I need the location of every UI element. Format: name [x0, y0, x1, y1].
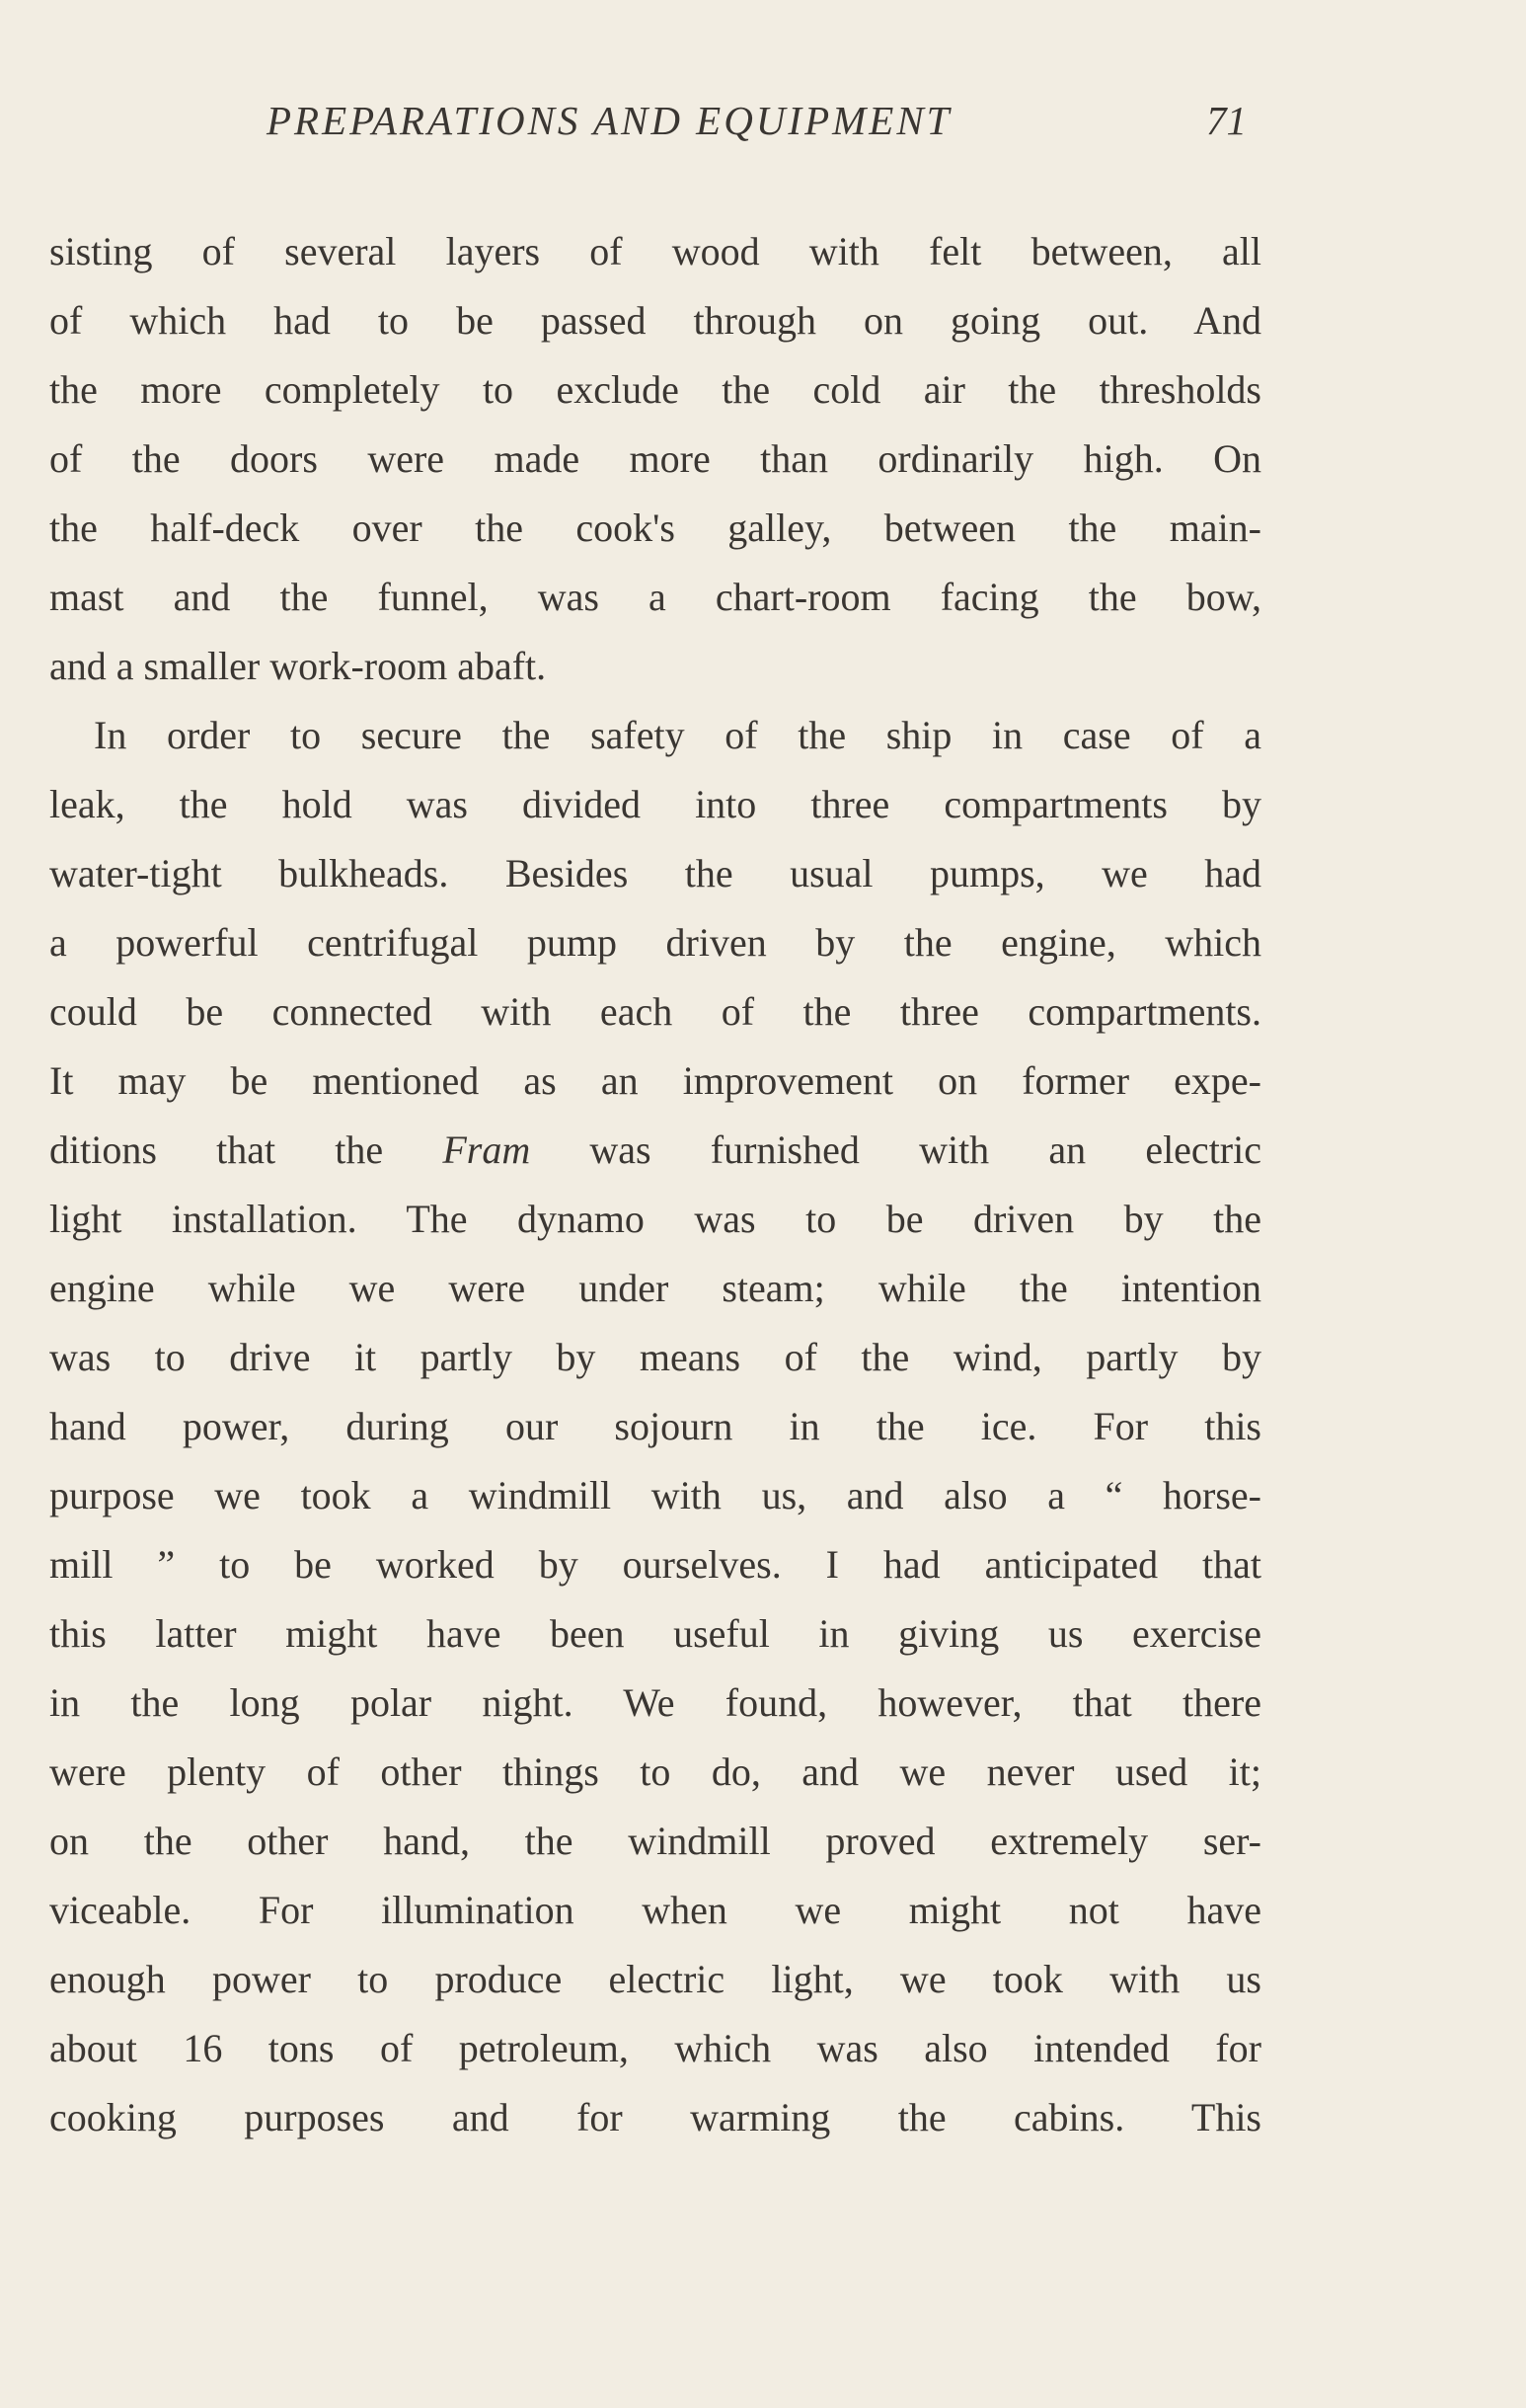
text-line: hand power, during our sojourn in the ice. For this [49, 1404, 1261, 1448]
running-head [0, 97, 1526, 156]
text-line: water-tight bulkheads. Besides the usual pumps, we had [49, 851, 1261, 895]
text-line: sisting of several layers of wood with felt between, all [49, 229, 1261, 273]
text-segment: was furnished with an electric [530, 1127, 1261, 1172]
text-line: the half-deck over the cook's galley, between the main- [49, 505, 1261, 550]
text-line: this latter might have been useful in giving us exercise [49, 1611, 1261, 1656]
text-segment: ditions that the [49, 1127, 443, 1172]
running-title: PREPARATIONS AND EQUIPMENT [267, 98, 953, 143]
text-line: leak, the hold was divided into three compartments by [49, 782, 1261, 826]
text-line: light installation. The dynamo was to be driven by the [49, 1197, 1261, 1241]
text-line: a powerful centrifugal pump driven by the engine, which [49, 920, 1261, 965]
text-line: were plenty of other things to do, and we never used it; [49, 1749, 1261, 1794]
text-line: It may be mentioned as an improvement on former expe- [49, 1058, 1261, 1103]
text-line: of which had to be passed through on going out. And [49, 298, 1261, 343]
text-line: cooking purposes and for warming the cabins. This [49, 2095, 1261, 2139]
text-line: engine while we were under steam; while the intention [49, 1266, 1261, 1310]
text-line: was to drive it partly by means of the wind, partly by [49, 1335, 1261, 1379]
text-line-with-ship-name [49, 1116, 1261, 1185]
text-line: purpose we took a windmill with us, and also a “ horse- [49, 1473, 1261, 1517]
text-line: mast and the funnel, was a chart-room facing the bow, [49, 575, 1261, 619]
text-line: could be connected with each of the three compartments. [49, 989, 1261, 1034]
text-line: of the doors were made more than ordinarily high. On [49, 436, 1261, 481]
text-line: on the other hand, the windmill proved extremely ser- [49, 1819, 1261, 1863]
body-text [49, 217, 1261, 2152]
paragraph-start-line: In order to secure the safety of the ship in case of a [94, 713, 1261, 757]
ship-name: Fram [442, 1127, 531, 1172]
text-line: enough power to produce electric light, we took with us [49, 1957, 1261, 2001]
text-line: the more completely to exclude the cold air the thresholds [49, 367, 1261, 412]
text-line: viceable. For illumination when we might not have [49, 1888, 1261, 1932]
paragraph-end-line: and a smaller work-room abaft. [49, 644, 547, 688]
page-number: 71 [1206, 98, 1247, 143]
text-line: mill ” to be worked by ourselves. I had anticipated that [49, 1542, 1261, 1587]
text-line: in the long polar night. We found, however, that there [49, 1680, 1261, 1725]
text-line: about 16 tons of petroleum, which was also intended for [49, 2026, 1261, 2070]
